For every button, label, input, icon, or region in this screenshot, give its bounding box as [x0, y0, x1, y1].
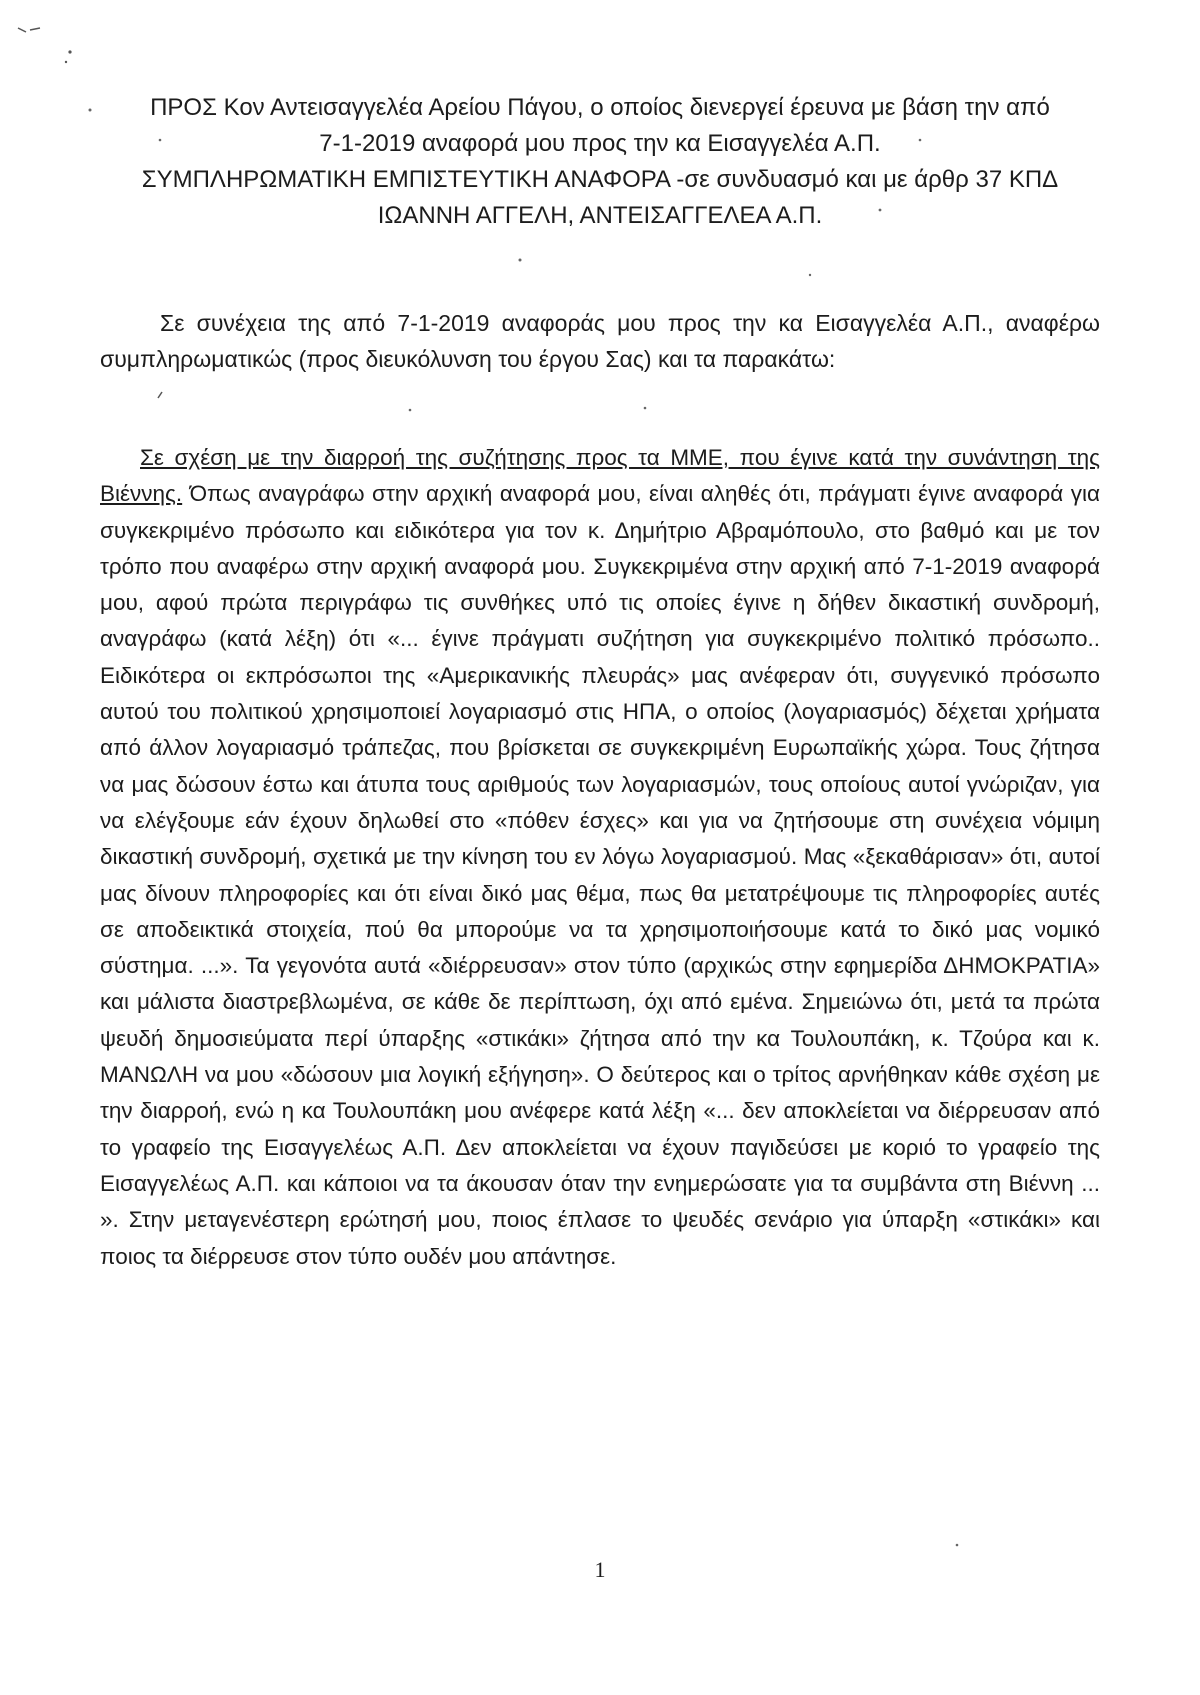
page-number: 1 — [594, 1557, 606, 1582]
intro-paragraph: Σε συνέχεια της από 7-1-2019 αναφοράς μου προς την κα Εισαγγελέα Α.Π., αναφέρω συμπληρωματικώς (προς διευκόλυνση του έργου Σας) και τα παρακάτω: — [100, 310, 1100, 372]
underlined-lead: Σε σχέση με την διαρροή της συζήτησης προς τα ΜΜΕ, που έγινε κατά την συνάντηση της Βιέννης. — [100, 445, 1100, 507]
document-header — [100, 90, 1100, 234]
reference-line: 7-1-2019 αναφορά μου προς την κα Εισαγγελέα Α.Π. — [319, 130, 881, 157]
addressee-line: ΠΡΟΣ Κον Αντεισαγγελέα Αρείου Πάγου, ο οποίος διενεργεί έρευνα με βάση την από — [150, 94, 1050, 121]
body-paragraph — [100, 440, 1100, 1275]
document-title: ΣΥΜΠΛΗΡΩΜΑΤΙΚΗ ΕΜΠΙΣΤΕΥΤΙΚΗ ΑΝΑΦΟΡΑ -σε συνδυασμό και με άρθρ 37 ΚΠΔ — [141, 166, 1059, 193]
body-text: Όπως αναγράφω στην αρχική αναφορά μου, είναι αληθές ότι, πράγματι έγινε αναφορά για συγκεκριμένο πρόσωπο και ειδικότερα για τον κ. Δημήτριο Αβραμόπουλο, στο βαθμό και με τον τρόπο που αναφέρω στην αρχική αναφορά μου. Συγκεκριμένα στην αρχική από 7-1-2019 αναφορά μου, αφού πρώτα περιγράφω τις συνθήκες υπό τις οποίες έγινε η δήθεν δικαστική συνδρομή, αναγράφω (κατά λέξη) ότι «... έγινε πράγματι συζήτηση για συγκεκριμένο πολιτικό πρόσωπο.. Ειδικότερα οι εκπρόσωποι της «Αμερικανικής πλευράς» μας ανέφεραν ότι, συγγενικό πρόσωπο αυτού του πολιτικού χρησιμοποιεί λογαριασμό στις ΗΠΑ, ο οποίος (λογαριασμός) δέχεται χρήματα από άλλον λογαριασμό τράπεζας, που βρίσκεται σε συγκεκριμένη Ευρωπαϊκής χώρα. Τους ζήτησα να μας δώσουν έστω και άτυπα τους αριθμούς των λογαριασμών, τους οποίους αυτοί γνώριζαν, για να ελέγξουμε εάν έχουν δηλωθεί στο «πόθεν έσχες» και για να ζητήσουμε στη συνέχεια νόμιμη δικαστική συνδρομή, σχετικά με την κίνηση του εν λόγω λογαριασμού. Μας «ξεκαθάρισαν» ότι, αυτοί μας δίνουν πληροφορίες και ότι είναι δικό μας θέμα, πως θα μετατρέψουμε τις πληροφορίες αυτές σε αποδεικτικά στοιχεία, πού θα μπορούμε να τα χρησιμοποιήσουμε κατά το δικό μας νομικό σύστημα. ...». Τα γεγονότα αυτά «διέρρευσαν» στον τύπο (αρχικώς στην εφημερίδα ΔΗΜΟΚΡΑΤΙΑ» και μάλιστα διαστρεβλωμένα, σε κάθε δε περίπτωση, όχι από εμένα. Σημειώνω ότι, μετά τα πρώτα ψευδή δημοσιεύματα περί ύπαρξης «στικάκι» ζήτησα από την κα Τουλουπάκη, κ. Τζούρα και κ. ΜΑΝΩΛΗ να μου «δώσουν μια λογική εξήγηση». Ο δεύτερος και ο τρίτος αρνήθηκαν κάθε σχέση με την διαρροή, ενώ η κα Τουλουπάκη μου ανέφερε κατά λέξη «... δεν αποκλείεται να διέρρευσαν από το γραφείο της Εισαγγελέως Α.Π. Δεν αποκλείεται να έχουν παγιδεύσει με κοριό το γραφείο της Εισαγγελέως Α.Π. και κάποιοι να τα άκουσαν όταν την ενημερώσατε για τα συμβάντα στη Βιέννη ... ». Στην μεταγενέστερη ερώτησή μου, ποιος έπλασε το ψευδές σενάριο για ύπαρξη «στικάκι» και ποιος τα διέρρευσε στον τύπο ουδέν μου απάντησε. — [100, 481, 1100, 1269]
author-line: ΙΩΑΝΝΗ ΑΓΓΕΛΗ, ΑΝΤΕΙΣΑΓΓΕΛΕΑ Α.Π. — [377, 202, 823, 229]
